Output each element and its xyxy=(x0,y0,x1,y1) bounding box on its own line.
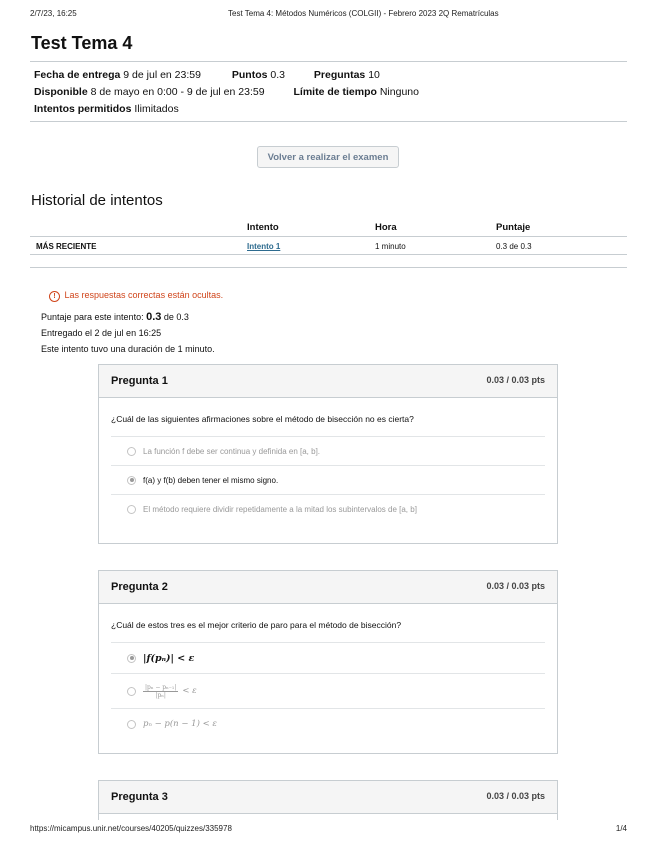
fraction-denominator: |pₙ| xyxy=(155,691,166,699)
column-header-score: Puntaje xyxy=(496,222,531,233)
answer-text: La función f debe ser continua y definida en [a, b]. xyxy=(143,446,321,456)
question-header xyxy=(99,571,557,604)
fraction-numerator: |pₙ − pₙ₋₁| xyxy=(145,683,177,691)
table-header xyxy=(30,217,627,237)
radio-button[interactable] xyxy=(127,687,136,696)
time-limit-value: Ninguno xyxy=(379,86,419,98)
points-label: Puntos xyxy=(231,69,268,81)
retake-quiz-button[interactable]: Volver a realizar el examen xyxy=(257,146,399,168)
question-card-3 xyxy=(98,780,558,820)
answers-hidden-notice xyxy=(49,290,223,302)
answer-option[interactable] xyxy=(111,674,545,709)
available-value: 8 de mayo en 0:00 - 9 de jul en 23:59 xyxy=(90,86,265,98)
radio-button[interactable] xyxy=(127,476,136,485)
attempts-value: Ilimitados xyxy=(134,103,179,115)
radio-button[interactable] xyxy=(127,505,136,514)
attempt-link[interactable]: Intento 1 xyxy=(247,242,281,251)
attempt-score-summary xyxy=(41,311,189,323)
available-label: Disponible xyxy=(34,86,88,98)
divider xyxy=(30,267,627,268)
page-number: 1/4 xyxy=(615,824,627,833)
print-date: 2/7/23, 16:25 xyxy=(30,9,77,18)
radio-button[interactable] xyxy=(127,654,136,663)
page-url: https://micampus.unir.net/courses/40205/quizzes/335978 xyxy=(30,824,232,833)
question-card-1 xyxy=(98,364,558,544)
score-prefix: Puntaje para este intento: xyxy=(41,312,144,322)
submitted-text: Entregado el 2 de jul en 16:25 xyxy=(41,328,162,338)
due-value: 9 de jul en 23:59 xyxy=(123,69,201,81)
answer-option[interactable] xyxy=(111,437,545,466)
table-row xyxy=(30,237,627,255)
info-icon: ! xyxy=(49,291,60,302)
time-limit-label: Límite de tiempo xyxy=(293,86,377,98)
quiz-meta-row-1 xyxy=(34,69,380,81)
answer-option-selected[interactable] xyxy=(111,466,545,495)
question-text: ¿Cuál de las siguientes afirmaciones sobre el método de bisección no es cierta? xyxy=(111,414,414,424)
due-label: Fecha de entrega xyxy=(34,69,121,81)
question-title: Pregunta 2 xyxy=(111,581,168,593)
question-header xyxy=(99,365,557,398)
attempt-time: 1 minuto xyxy=(375,242,406,251)
radio-button[interactable] xyxy=(127,447,136,456)
question-text: ¿Cuál de estos tres es el mejor criterio de paro para el método de bisección? xyxy=(111,620,402,630)
attempt-history-table xyxy=(30,217,627,255)
question-points: 0.03 / 0.03 pts xyxy=(486,581,545,591)
answer-text: |f(pₙ)| < ε xyxy=(143,652,195,664)
column-header-attempt: Intento xyxy=(247,222,279,233)
question-title: Pregunta 1 xyxy=(111,375,168,387)
answer-text: f(a) y f(b) deben tener el mismo signo. xyxy=(143,475,279,485)
quiz-meta-row-3 xyxy=(34,103,179,115)
question-points: 0.03 / 0.03 pts xyxy=(486,791,545,801)
answer-fraction xyxy=(143,684,178,699)
answer-option[interactable] xyxy=(111,709,545,739)
duration-text: Este intento tuvo una duración de 1 minuto. xyxy=(41,344,215,354)
question-card-2 xyxy=(98,570,558,754)
questions-label: Preguntas xyxy=(313,69,366,81)
print-document-title: Test Tema 4: Métodos Numéricos (COLGII) - Febrero 2023 2Q Rematrículas xyxy=(228,9,499,18)
page-title: Test Tema 4 xyxy=(31,33,133,53)
attempt-history-title: Historial de intentos xyxy=(31,192,163,209)
question-title: Pregunta 3 xyxy=(111,791,168,803)
answer-text: < ε xyxy=(182,686,197,696)
column-header-time: Hora xyxy=(375,222,397,233)
quiz-meta-row-2 xyxy=(34,86,419,98)
answer-text: pₙ − p(n − 1) < ε xyxy=(143,719,217,729)
answer-option[interactable] xyxy=(111,495,545,523)
answer-list xyxy=(111,642,545,739)
notice-text: Las respuestas correctas están ocultas. xyxy=(64,290,224,300)
questions-value: 10 xyxy=(368,69,380,81)
score-value: 0.3 xyxy=(146,311,162,323)
divider xyxy=(30,121,627,122)
question-header xyxy=(99,781,557,814)
points-value: 0.3 xyxy=(270,69,285,81)
answer-text: El método requiere dividir repetidamente a la mitad los subintervalos de [a, b] xyxy=(143,504,417,514)
score-suffix: de 0.3 xyxy=(163,312,189,322)
radio-button[interactable] xyxy=(127,720,136,729)
question-points: 0.03 / 0.03 pts xyxy=(486,375,545,385)
answer-option-selected[interactable] xyxy=(111,643,545,674)
divider xyxy=(30,61,627,62)
most-recent-label: MÁS RECIENTE xyxy=(36,242,97,251)
attempts-label: Intentos permitidos xyxy=(34,103,132,115)
answer-list xyxy=(111,436,545,523)
attempt-score: 0.3 de 0.3 xyxy=(496,242,532,251)
